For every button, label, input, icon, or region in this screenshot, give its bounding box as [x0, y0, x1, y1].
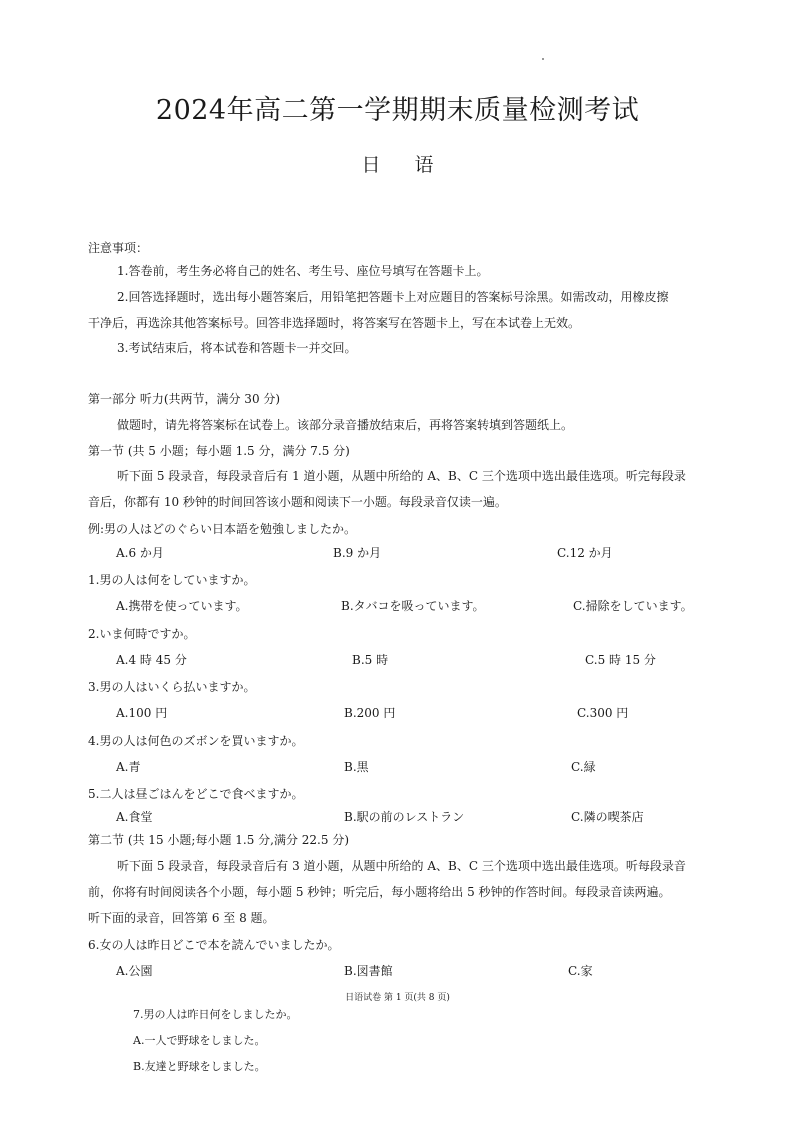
q3-option-b: B.200 円	[344, 706, 396, 720]
part1-heading: 第一部分 听力(共两节，满分 30 分)	[88, 392, 281, 406]
q7-option-b: B.友達と野球をしました。	[133, 1060, 266, 1073]
q3-question: 3.男の人はいくら払いますか。	[88, 680, 256, 694]
q6-question: 6.女の人は昨日どこで本を読んでいましたか。	[88, 938, 340, 952]
section2-listen-prompt: 听下面的录音，回答第 6 至 8 题。	[88, 911, 275, 925]
q3-option-c: C.300 円	[577, 706, 629, 720]
example-question: 例:男の人はどのぐらい日本語を勉強しましたか。	[88, 522, 357, 536]
notice-item-2-line-1: 2.回答选择题时，选出每小题答案后，用铅笔把答题卡上对应题目的答案标号涂黑。如需改动，用橡皮擦	[117, 290, 669, 304]
q1-option-a: A.携帯を使っています。	[116, 599, 248, 613]
section2-heading: 第二节 (共 15 小题;每小题 1.5 分,满分 22.5 分)	[88, 833, 349, 847]
q6-option-b: B.図書館	[344, 964, 393, 978]
q4-option-b: B.黒	[344, 760, 369, 774]
q5-option-c: C.隣の喫茶店	[571, 810, 644, 824]
section1-heading: 第一节 (共 5 小题；每小题 1.5 分，满分 7.5 分)	[88, 444, 350, 458]
q2-option-a: A.4 時 45 分	[116, 653, 187, 667]
example-option-c: C.12 か月	[557, 546, 613, 560]
q1-question: 1.男の人は何をしていますか。	[88, 573, 256, 587]
q4-option-c: C.緑	[571, 760, 596, 774]
section2-desc-line-2: 前，你将有时间阅读各个小题，每小题 5 秒钟；听完后，每小题将给出 5 秒钟的作答时间。每段录音读两遍。	[88, 885, 671, 899]
q5-question: 5.二人は昼ごはんをどこで食べますか。	[88, 787, 304, 801]
q2-option-c: C.5 時 15 分	[585, 653, 656, 667]
part1-instruction: 做题时，请先将答案标在试卷上。该部分录音播放结束后，再将答案转填到答题纸上。	[117, 418, 574, 432]
exam-subject: 日 语	[361, 154, 448, 176]
notice-item-3: 3.考试结束后，将本试卷和答题卡一并交回。	[117, 341, 357, 355]
example-option-b: B.9 か月	[333, 546, 382, 560]
q6-option-a: A.公園	[116, 964, 153, 978]
section2-desc-line-1: 听下面 5 段录音，每段录音后有 3 道小题，从题中所给的 A、B、C 三个选项中选出最佳选项。听每段录音	[117, 859, 686, 873]
section1-desc-line-2: 音后，你都有 10 秒钟的时间回答该小题和阅读下一小题。每段录音仅读一遍。	[88, 495, 507, 509]
q3-option-a: A.100 円	[116, 706, 168, 720]
q1-option-b: B.タバコを吸っています。	[341, 599, 485, 613]
notice-item-1: 1.答卷前，考生务必将自己的姓名、考生号、座位号填写在答题卡上。	[117, 264, 489, 278]
q2-option-b: B.5 時	[352, 653, 389, 667]
q2-question: 2.いま何時ですか。	[88, 627, 196, 641]
example-option-a: A.6 か月	[116, 546, 164, 560]
exam-title: 2024年高二第一学期期末质量检测考试	[155, 95, 640, 126]
page-footer: 日语试卷 第 1 页(共 8 页)	[345, 993, 450, 1003]
q1-option-c: C.掃除をしています。	[573, 599, 693, 613]
q4-question: 4.男の人は何色のズボンを買いますか。	[88, 734, 304, 748]
q5-option-a: A.食堂	[116, 810, 153, 824]
q6-option-c: C.家	[568, 964, 593, 978]
notice-item-2-line-2: 干净后，再选涂其他答案标号。回答非选择题时，将答案写在答题卡上，写在本试卷上无效。	[88, 316, 581, 330]
scan-speck	[542, 58, 544, 60]
q7-question: 7.男の人は昨日何をしましたか。	[133, 1008, 298, 1021]
q4-option-a: A.青	[116, 760, 141, 774]
q5-option-b: B.駅の前のレストラン	[344, 810, 465, 824]
notice-heading: 注意事项：	[88, 241, 149, 255]
q7-option-a: A.一人で野球をしました。	[133, 1034, 266, 1047]
section1-desc-line-1: 听下面 5 段录音，每段录音后有 1 道小题，从题中所给的 A、B、C 三个选项中选出最佳选项。听完每段录	[117, 469, 686, 483]
